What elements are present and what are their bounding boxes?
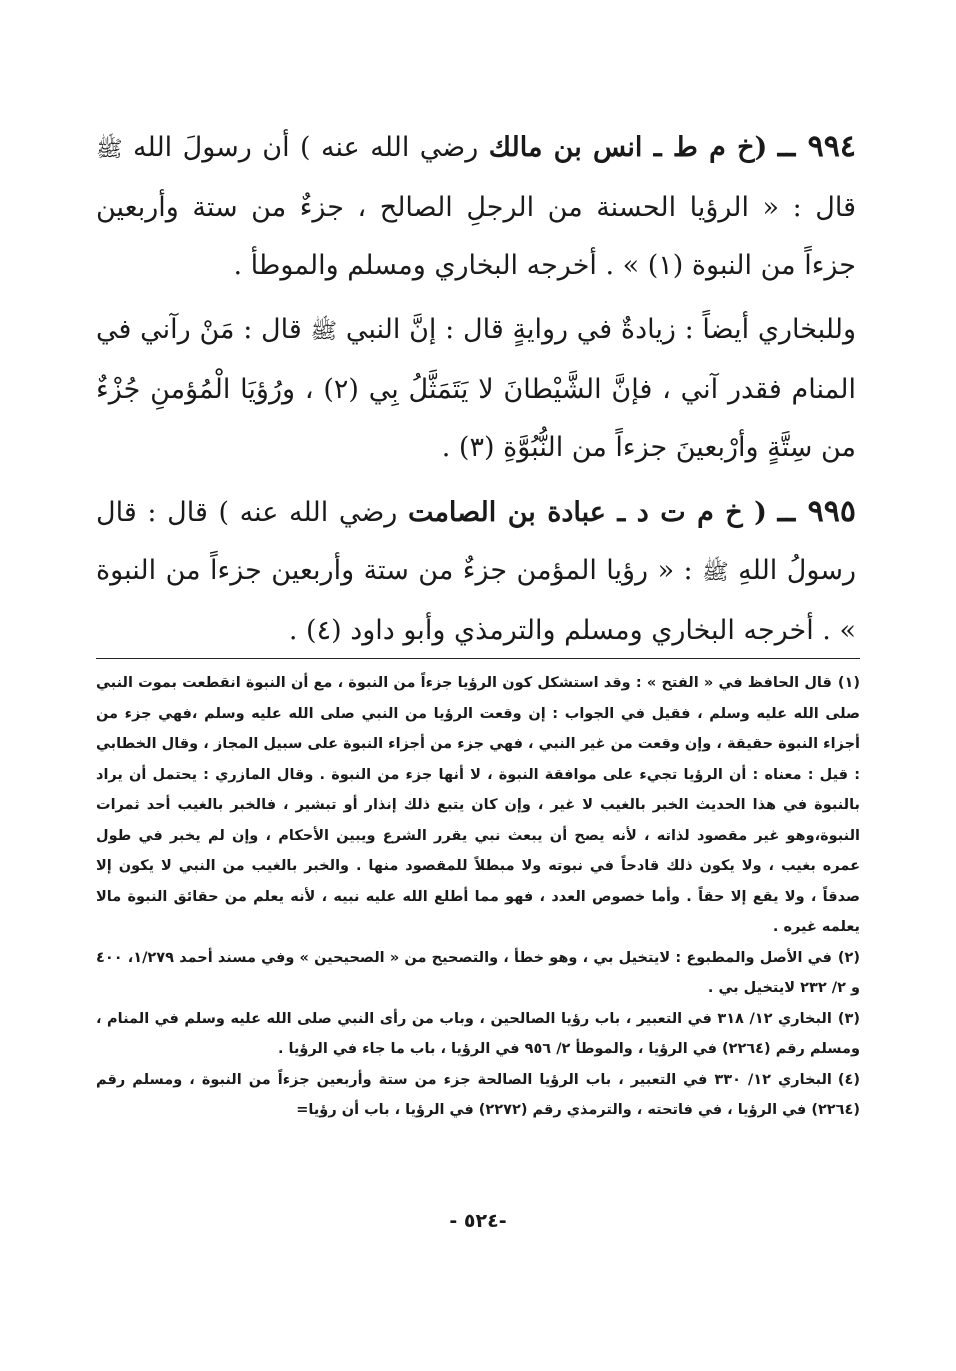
footnote-text: قال الحافظ في « الفتح » : وقد استشكل كون الرؤيا جزءاً من النبوة ، مع أن النبوة انقطعت بموت النبي صلى الله عليه وسلم ، فقيل في الجواب : إن وقعت الرؤيا من النبي صلى الله عليه وسلم ،فهي جزء من أجزاء النبوة حقيقة ، وإن وقعت من غير النبي ، فهي جزء من أجزاء النبوة على سبيل المجاز ، وقال الخطابي : قيل : معناه : أن الرؤيا تجيء على موافقة النبوة ، لا أنها جزء من النبوة . وقال المازري : يحتمل أن يراد بالنبوة في هذا الحديث الخبر بالغيب لا غير ، وإن كان يتبع ذلك إنذار أو تبشير ، فالخبر بالغيب أحد ثمرات النبوة،وهو غير مقصود لذاته ، لأنه يصح أن يبعث نبي يقرر الشرع ويبين الأحكام ، وإن لم يخبر في طول عمره بغيب ، ولا يكون ذلك قادحاً في نبوته ولا مبطلاً للمقصود منها . والخبر بالغيب من النبي لا يكون إلا صدقاً ، ولا يقع إلا حقاً . وأما خصوص العدد ، فهو مما أطلع الله عليه نبيه ، لأنه يعلم من حقائق النبوة مالا يعلمه غيره . [96, 675, 860, 935]
footnote-text: في الأصل والمطبوع : لايتخيل بي ، وهو خطأ ، والتصحيح من « الصحيحين » وفي مسند أحمد ١/٢٧٩، ٤٠٠ و ٢/ ٢٣٢ لايتخيل بي . [96, 949, 860, 996]
main-text [96, 118, 856, 660]
hadith-994 [96, 118, 856, 295]
footnote-number: (١) [837, 675, 860, 691]
salla-symbol-icon: ﷺ [702, 560, 729, 585]
footnote-text: البخاري ١٢/ ٣١٨ في التعبير ، باب رؤيا الصالحين ، وباب من رأى النبي صلى الله عليه وسلم في المنام ، ومسلم رقم (٢٢٦٤) في الرؤيا ، والموطأ ٢/ ٩٥٦ في الرؤيا ، باب ما جاء في الرؤيا . [96, 1010, 860, 1057]
footnote-1 [96, 668, 860, 943]
footnote-text: البخاري ١٢/ ٣٣٠ في التعبير ، باب الرؤيا الصالحة جزء من ستة وأربعين جزءاً من النبوة ، ومسلم رقم (٢٢٦٤) في الرؤيا ، في فاتحته ، والترمذي رقم (٢٢٧٢) في الرؤيا ، باب أن رؤيا= [96, 1071, 860, 1118]
hadith-intro: رضي الله عنه ) قال : قال رسولُ اللهِ [96, 497, 856, 586]
footnote-3 [96, 1004, 860, 1065]
footnote-number: (٤) [837, 1071, 860, 1088]
hadith-body: قال : « الرؤيا الحسنة من الرجلِ الصالح ، جزءٌ من ستة وأربعين جزءاً من النبوة (١) » . أخرجه البخاري ومسلم والموطأ . [96, 192, 856, 281]
bukhari-addition [96, 301, 856, 477]
hadith-intro: رضي الله عنه ) أن رسولَ الله [122, 132, 489, 163]
footnote-number: (٣) [837, 1010, 860, 1027]
addition-text-1: وللبخاري أيضاً : زيادةٌ في روايةٍ قال : إنَّ النبي [337, 314, 857, 345]
hadith-narrator: (خ م ط ـ انس بن مالك [488, 132, 768, 163]
hadith-body: : « رؤيا المؤمن جزءٌ من ستة وأربعين جزءاً من النبوة » . أخرجه البخاري ومسلم والترمذي وأبو داود (٤) . [96, 555, 856, 646]
page-number: -٥٢٤ - [449, 1210, 507, 1232]
hadith-dash: ــ [777, 129, 808, 164]
footnote-divider [96, 658, 860, 659]
footnote-4 [96, 1065, 860, 1126]
footnote-number: (٢) [837, 949, 860, 966]
hadith-narrator: ( خ م ت د ـ عبادة بن الصامت [407, 497, 767, 528]
addition-text-2: قال : مَنْ رآني في المنام فقدر آني ، فإنَّ الشَّيْطانَ لا يَتَمَثَّلُ بِي (٢) ، ورُؤيَا الْمُؤمنِ جُزْءٌ من سِتَّةٍ وأرْبعينَ جزءاً من النُّبُوَّةِ (٣) . [96, 314, 856, 463]
salla-symbol-icon: ﷺ [96, 137, 123, 162]
footnotes [96, 668, 860, 1126]
hadith-dash: ــ [777, 494, 808, 529]
hadith-number: ٩٩٤ [807, 129, 856, 164]
hadith-number: ٩٩٥ [807, 494, 856, 529]
footnote-2 [96, 943, 860, 1004]
hadith-995 [96, 483, 856, 660]
salla-symbol-icon: ﷺ [310, 319, 338, 344]
